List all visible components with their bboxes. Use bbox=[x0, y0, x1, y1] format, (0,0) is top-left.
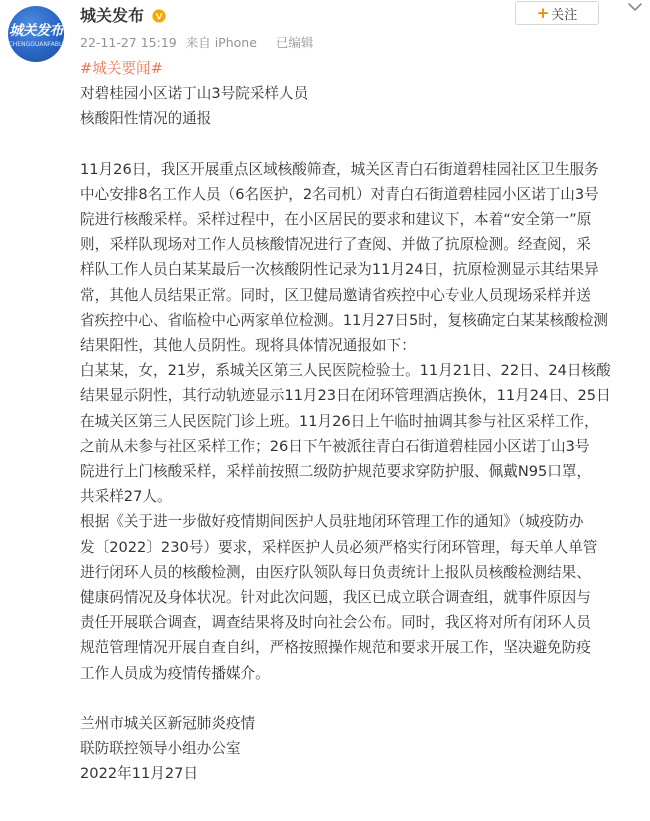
hashtag-link[interactable]: #城关要闻# bbox=[80, 60, 163, 77]
post-title-line: 核酸阳性情况的通报 bbox=[80, 110, 212, 128]
avatar-logo-text: 城关发布 bbox=[9, 23, 63, 39]
post-timestamp[interactable]: 22-11-27 15:19 bbox=[80, 35, 177, 50]
follow-button[interactable] bbox=[515, 1, 599, 25]
signature-date: 2022年11月27日 bbox=[80, 765, 199, 783]
post-header bbox=[0, 0, 650, 60]
avatar-logo-subtext: CHENGGUANFABU bbox=[8, 41, 64, 48]
body-line: 共采样27人。 bbox=[80, 488, 172, 506]
follow-label: 关注 bbox=[551, 7, 578, 23]
author-name[interactable]: 城关发布 bbox=[80, 6, 145, 25]
post-meta bbox=[80, 34, 318, 52]
body-line: 11月26日，我区开展重点区域核酸筛查，城关区青白石街道碧桂园社区卫生服务 bbox=[80, 160, 599, 178]
body-line: 工作人员成为疫情传播媒介。 bbox=[80, 664, 270, 682]
follow-plus-icon: + bbox=[536, 4, 550, 22]
edited-label[interactable]: 已编辑 bbox=[275, 35, 314, 50]
paragraph-gap bbox=[80, 686, 628, 711]
post-content bbox=[80, 56, 628, 786]
body-line: 责任开展联合调查，调查结果将及时向社会公布。同时，我区将对所有闭环人员 bbox=[80, 614, 591, 632]
paragraph-gap bbox=[80, 132, 628, 157]
verified-badge-icon bbox=[152, 9, 166, 23]
body-line: 院进行上门核酸采样，采样前按照二级防护规范要求穿防护服、佩戴N95口罩， bbox=[80, 463, 592, 481]
body-line: 则，采样队现场对工作人员核酸情况进行了查阅、并做了抗原检测。经查阅，采 bbox=[80, 236, 591, 254]
signature-line: 联防联控领导小组办公室 bbox=[80, 740, 241, 758]
body-line: 结果阳性，其他人员阴性。现将具体情况通报如下： bbox=[80, 337, 416, 355]
body-line: 中心安排8名工作人员（6名医护，2名司机）对青白石街道碧桂园小区诺丁山3号 bbox=[80, 185, 599, 203]
body-line: 健康码情况及身体状况。针对此次问题，我区已成立联合调查组，就事件原因与 bbox=[80, 589, 591, 607]
body-line: 白某某，女，21岁，系城关区第三人民医院检验士。11月21日、22日、24日核酸 bbox=[80, 362, 611, 380]
body-line: 之前从未参与社区采样工作；26日下午被派往青白石街道碧桂园小区诺丁山3号 bbox=[80, 437, 590, 455]
body-line: 发〔2022〕230号）要求，采样医护人员必须严格实行闭环管理，每天单人单管 bbox=[80, 538, 598, 556]
signature-line: 兰州市城关区新冠肺炎疫情 bbox=[80, 714, 256, 732]
body-line: 院进行核酸采样。采样过程中，在小区居民的要求和建议下，本着“安全第一”原 bbox=[80, 211, 592, 229]
author-name-row bbox=[80, 4, 166, 28]
body-line: 省疾控中心、省临检中心两家单位检测。11月27日5时，复核确定白某某核酸检测 bbox=[80, 311, 609, 329]
post-title-line: 对碧桂园小区诺丁山3号院采样人员 bbox=[80, 85, 309, 103]
chevron-down-icon[interactable] bbox=[624, 0, 646, 14]
body-line: 规范管理情况开展自查自纠，严格按照操作规范和要求开展工作，坚决避免防疫 bbox=[80, 639, 591, 657]
avatar[interactable] bbox=[8, 6, 64, 62]
body-line: 根据《关于进一步做好疫情期间医护人员驻地闭环管理工作的通知》（城疫防办 bbox=[80, 513, 584, 531]
body-line: 进行闭环人员的核酸检测，由医疗队领队每日负责统计上报队员核酸检测结果、 bbox=[80, 563, 591, 581]
body-line: 结果显示阴性，其行动轨迹显示11月23日在闭环管理酒店换休，11月24日、25日 bbox=[80, 387, 611, 405]
body-line: 在城关区第三人民医院门诊上班。11月26日上午临时抽调其参与社区采样工作， bbox=[80, 412, 599, 430]
post-source: 来自 iPhone bbox=[185, 35, 257, 50]
body-line: 样队工作人员白某某最后一次核酸阴性记录为11月24日，抗原检测显示其结果异 bbox=[80, 261, 599, 279]
body-line: 常，其他人员结果正常。同时，区卫健局邀请省疾控中心专业人员现场采样并送 bbox=[80, 286, 591, 304]
